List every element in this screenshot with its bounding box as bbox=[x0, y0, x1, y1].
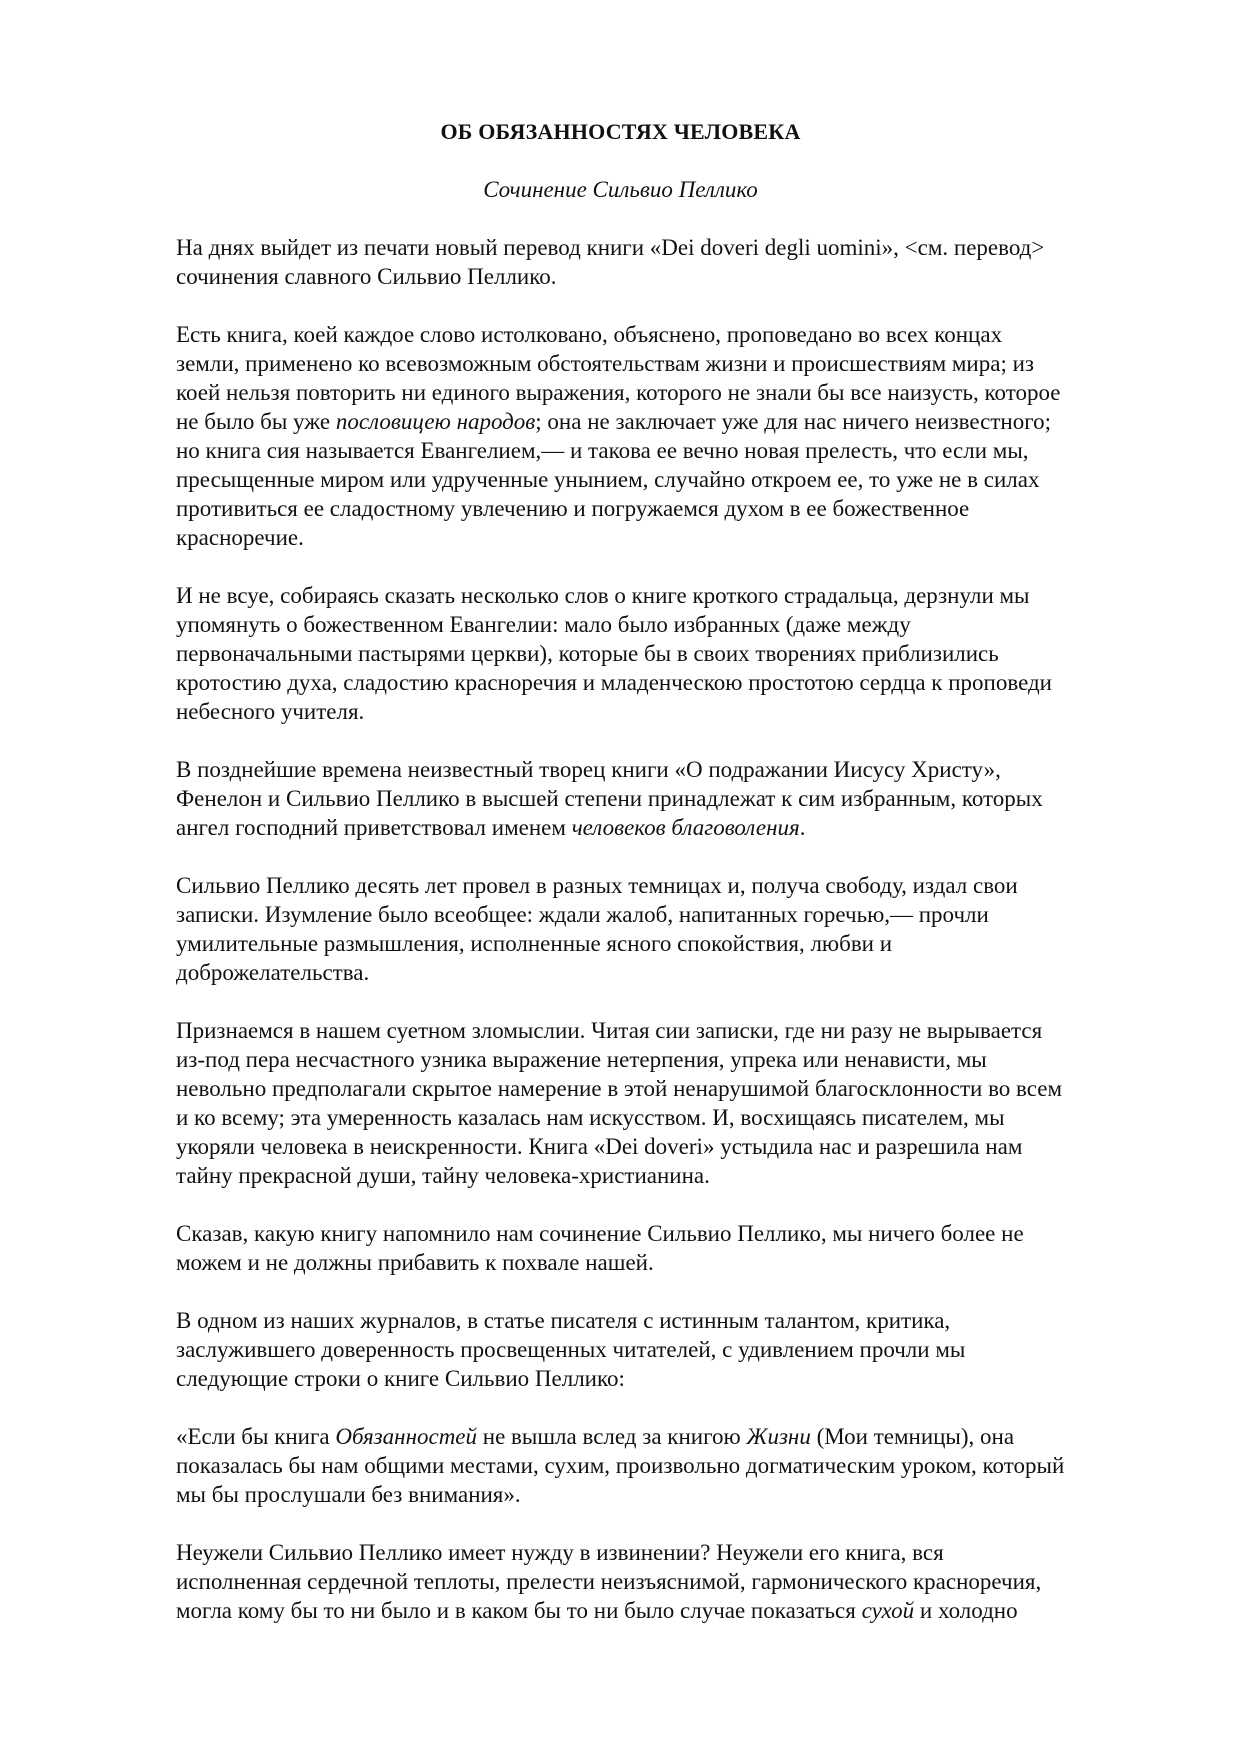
text-line bbox=[176, 1248, 1176, 1277]
text-segment: но книга сия называется Евангелием,— и такова ее вечно новая прелесть, что если мы, bbox=[176, 438, 1029, 463]
text-segment: коей нельзя повторить ни единого выражения, которого не знали бы все наизусть, которое bbox=[176, 380, 1061, 405]
text-segment: невольно предполагали скрытое намерение в этой ненарушимой благосклонности во всем bbox=[176, 1076, 1063, 1101]
text-line bbox=[176, 697, 1176, 726]
text-line bbox=[176, 523, 1176, 552]
text-segment: противиться ее сладостному увлечению и погружаемся духом в ее божественное bbox=[176, 496, 970, 521]
text-line bbox=[176, 610, 1176, 639]
text-segment: записки. Изумление было всеобщее: ждали жалоб, напитанных горечью,— прочли bbox=[176, 902, 989, 927]
text-segment: сочинения славного Сильвио Пеллико. bbox=[176, 264, 557, 289]
paragraph bbox=[176, 755, 1176, 842]
text-segment: тайну прекрасной души, тайну человека-христианина. bbox=[176, 1163, 710, 1188]
text-segment: укоряли человека в неискренности. Книга «Dei doveri» устыдила нас и разрешила нам bbox=[176, 1134, 1023, 1159]
paragraph bbox=[176, 1016, 1176, 1190]
text-segment: заслужившего доверенность просвещенных читателей, с удивлением прочли мы bbox=[176, 1337, 966, 1362]
text-line bbox=[176, 1335, 1176, 1364]
text-line bbox=[176, 1219, 1176, 1248]
document-title: ОБ ОБЯЗАННОСТЯХ ЧЕЛОВЕКА bbox=[440, 119, 801, 144]
text-line bbox=[176, 1538, 1176, 1567]
text-segment: могла кому бы то ни было и в каком бы то ни было случае показаться bbox=[176, 1598, 862, 1623]
paragraph bbox=[176, 1538, 1176, 1625]
text-segment: исполненная сердечной теплоты, прелести неизъяснимой, гармонического красноречия, bbox=[176, 1569, 1042, 1594]
paragraph bbox=[176, 1219, 1176, 1277]
text-segment: доброжелательства. bbox=[176, 960, 370, 985]
text-line bbox=[176, 784, 1176, 813]
text-line bbox=[176, 1045, 1176, 1074]
text-line bbox=[176, 1480, 1176, 1509]
text-line bbox=[176, 1074, 1176, 1103]
paragraph bbox=[176, 320, 1176, 552]
text-line bbox=[176, 407, 1176, 436]
text-segment: и холодно bbox=[914, 1598, 1018, 1623]
text-segment: . bbox=[799, 815, 806, 840]
text-segment: следующие строки о книге Сильвио Пеллико: bbox=[176, 1366, 625, 1391]
italic-text-segment: Жизни bbox=[746, 1424, 811, 1449]
italic-text-segment: сухой bbox=[861, 1598, 915, 1623]
text-segment: В одном из наших журналов, в статье писателя с истинным талантом, критика, bbox=[176, 1308, 951, 1333]
text-line bbox=[176, 1103, 1176, 1132]
text-segment: ; она не заключает уже для нас ничего неизвестного; bbox=[535, 409, 1051, 434]
text-line bbox=[176, 1364, 1176, 1393]
text-segment: «Если бы книга bbox=[176, 1424, 336, 1449]
document-body bbox=[176, 233, 1176, 1654]
text-line bbox=[176, 436, 1176, 465]
text-line bbox=[176, 1451, 1176, 1480]
text-segment: можем и не должны прибавить к похвале нашей. bbox=[176, 1250, 654, 1275]
text-line bbox=[176, 1161, 1176, 1190]
paragraph bbox=[176, 871, 1176, 987]
text-segment: кротостию духа, сладостию красноречия и младенческою простотою сердца к проповеди bbox=[176, 670, 1052, 695]
text-line bbox=[176, 262, 1176, 291]
paragraph bbox=[176, 1422, 1176, 1509]
paragraph bbox=[176, 233, 1176, 291]
text-segment: не вышла вслед за книгою bbox=[477, 1424, 747, 1449]
text-segment: Сказав, какую книгу напомнило нам сочинение Сильвио Пеллико, мы ничего более не bbox=[176, 1221, 1024, 1246]
text-line bbox=[176, 639, 1176, 668]
text-segment: небесного учителя. bbox=[176, 699, 365, 724]
text-segment: Признаемся в нашем суетном зломыслии. Читая сии записки, где ни разу не вырывается bbox=[176, 1018, 1043, 1043]
text-segment: показалась бы нам общими местами, сухим, произвольно догматическим уроком, который bbox=[176, 1453, 1065, 1478]
text-segment: пресыщенные миром или удрученные унынием, случайно откроем ее, то уже не в силах bbox=[176, 467, 1040, 492]
italic-text-segment: Обязанностей bbox=[335, 1424, 478, 1449]
italic-text-segment: человеков благоволения bbox=[571, 815, 800, 840]
text-line bbox=[176, 378, 1176, 407]
text-line bbox=[176, 668, 1176, 697]
text-line bbox=[176, 813, 1176, 842]
text-line bbox=[176, 900, 1176, 929]
text-segment: мы бы прослушали без внимания». bbox=[176, 1482, 521, 1507]
text-line bbox=[176, 494, 1176, 523]
text-line bbox=[176, 1567, 1176, 1596]
text-line bbox=[176, 320, 1176, 349]
document-subtitle: Сочинение Сильвио Пеллико bbox=[483, 177, 758, 202]
text-line bbox=[176, 1132, 1176, 1161]
text-segment: На днях выйдет из печати новый перевод книги «Dei doveri degli uomini», <см. перевод> bbox=[176, 235, 1045, 260]
text-segment: Фенелон и Сильвио Пеллико в высшей степени принадлежат к сим избранным, которых bbox=[176, 786, 1043, 811]
text-line bbox=[176, 465, 1176, 494]
text-line bbox=[176, 581, 1176, 610]
text-line bbox=[176, 1016, 1176, 1045]
text-line bbox=[176, 755, 1176, 784]
text-line bbox=[176, 958, 1176, 987]
text-segment: умилительные размышления, исполненные ясного спокойствия, любви и bbox=[176, 931, 893, 956]
text-segment: Есть книга, коей каждое слово истолковано, объяснено, проповедано во всех концах bbox=[176, 322, 1003, 347]
paragraph bbox=[176, 1306, 1176, 1393]
text-segment: И не всуе, собираясь сказать несколько слов о книге кроткого страдальца, дерзнули мы bbox=[176, 583, 1030, 608]
text-line bbox=[176, 1306, 1176, 1335]
text-segment: и ко всему; эта умеренность казалась нам искусством. И, восхищаясь писателем, мы bbox=[176, 1105, 1005, 1130]
text-segment: красноречие. bbox=[176, 525, 304, 550]
text-segment: ангел господний приветствовал именем bbox=[176, 815, 572, 840]
text-segment: (Мои темницы), она bbox=[810, 1424, 1015, 1449]
text-line bbox=[176, 871, 1176, 900]
text-line bbox=[176, 1422, 1176, 1451]
text-line bbox=[176, 233, 1176, 262]
text-segment: Сильвио Пеллико десять лет провел в разных темницах и, получа свободу, издал свои bbox=[176, 873, 1018, 898]
paragraph bbox=[176, 581, 1176, 726]
text-line bbox=[176, 1596, 1176, 1625]
text-line bbox=[176, 349, 1176, 378]
text-segment: первоначальными пастырями церкви), которые бы в своих творениях приблизились bbox=[176, 641, 999, 666]
text-line bbox=[176, 929, 1176, 958]
text-segment: из-под пера несчастного узника выражение нетерпения, упрека или ненависти, мы bbox=[176, 1047, 987, 1072]
text-segment: земли, применено ко всевозможным обстоятельствам жизни и происшествиям мира; из bbox=[176, 351, 1034, 376]
italic-text-segment: пословицею народов bbox=[335, 409, 536, 434]
text-segment: упомянуть о божественном Евангелии: мало было избранных (даже между bbox=[176, 612, 911, 637]
text-segment: Неужели Сильвио Пеллико имеет нужду в извинении? Неужели его книга, вся bbox=[176, 1540, 944, 1565]
text-segment: В позднейшие времена неизвестный творец книги «О подражании Иисусу Христу», bbox=[176, 757, 1001, 782]
text-segment: не было бы уже bbox=[176, 409, 336, 434]
